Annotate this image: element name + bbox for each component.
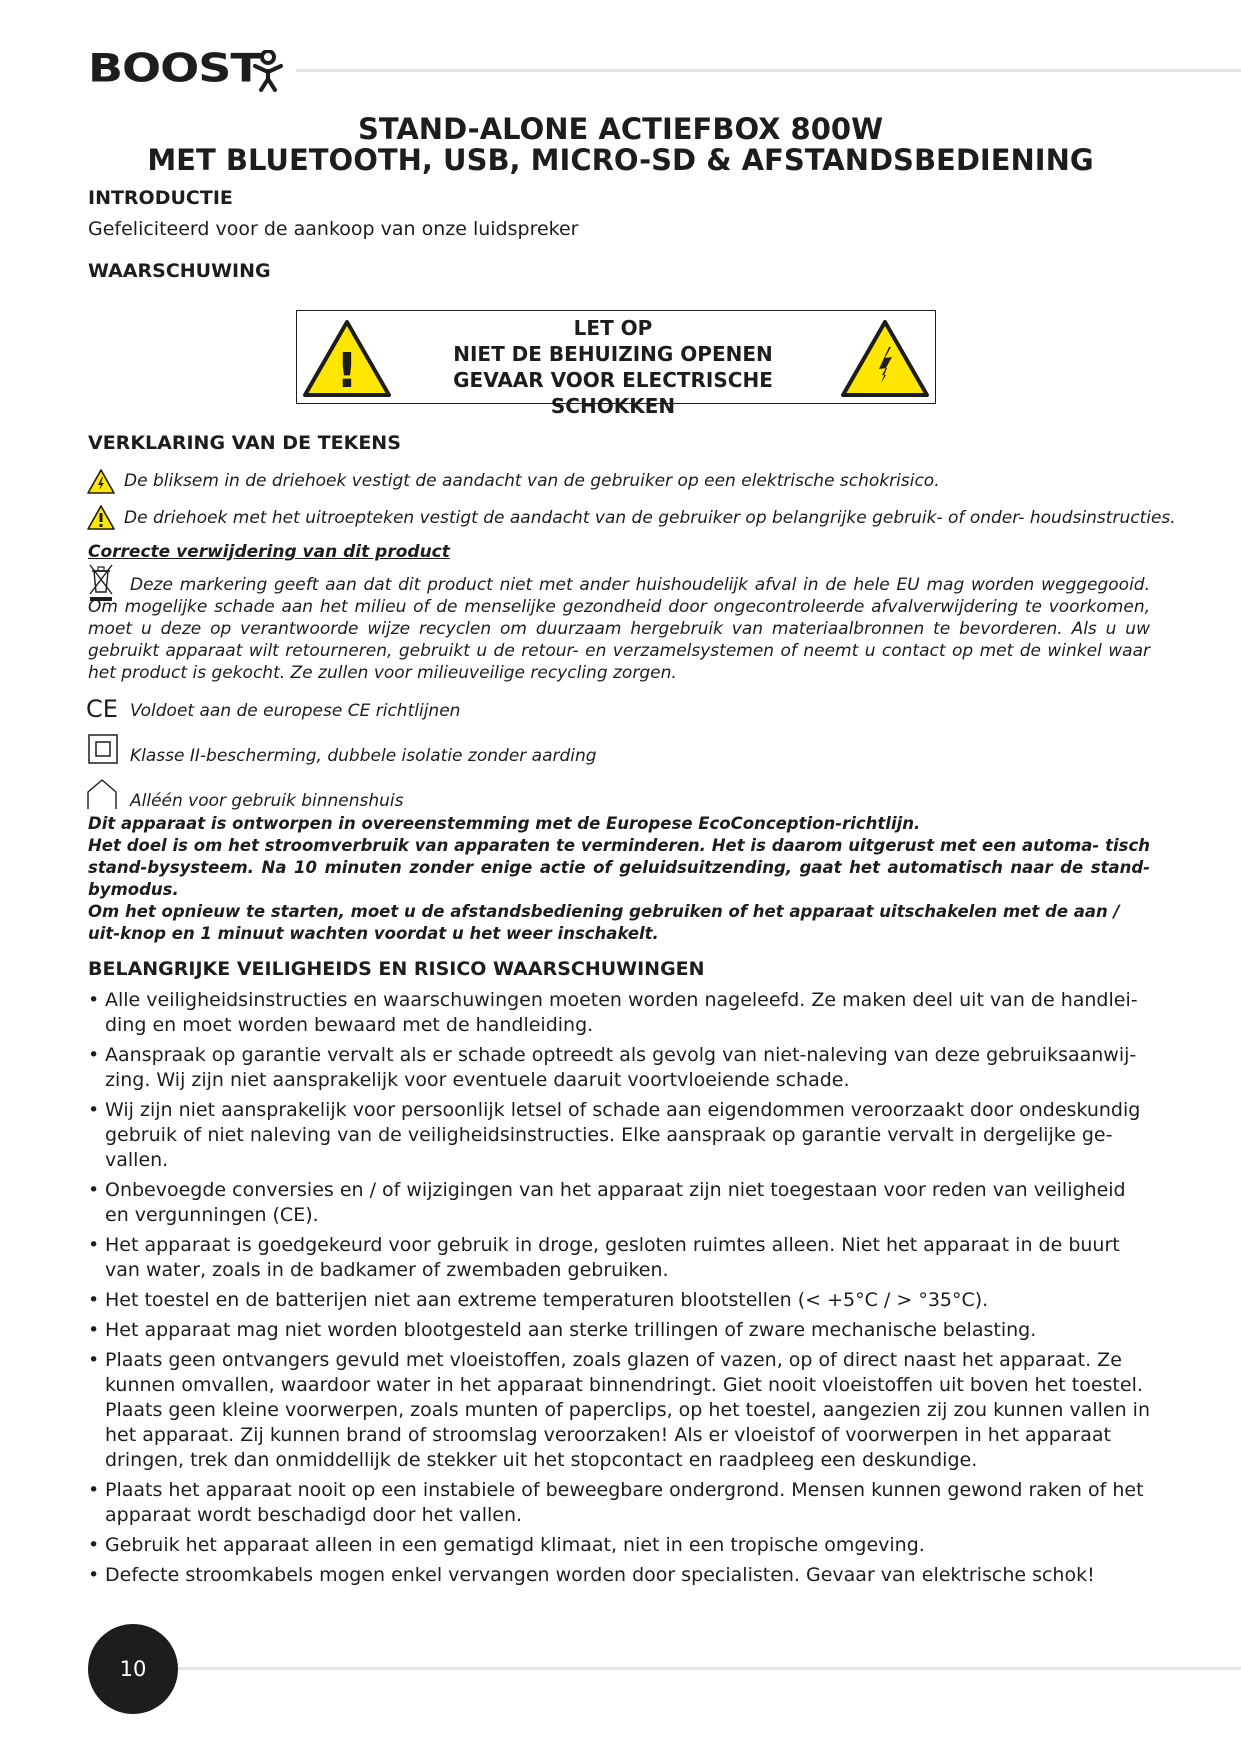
list-item-text: Wij zijn niet aansprakelijk voor persoonlijk letsel of schade aan eigendommen veroorzaakt door ondeskundig gebruik of niet naleving van de veiligheidsinstructies. Elke aanspraak op garantie vervalt in dergelijke ge- vallen.	[105, 1099, 1141, 1171]
safety-heading: BELANGRIJKE VEILIGHEIDS EN RISICO WAARSCHUWINGEN	[88, 958, 705, 980]
brand-logo-text: BOOST	[88, 44, 261, 91]
warning-box-text	[393, 315, 833, 419]
eco-intro: Dit apparaat is ontworpen in overeenstemming met de Europese EcoConception-richtlijn.	[88, 814, 921, 833]
warning-box-line-3: GEVAAR VOOR ELECTRISCHE SCHOKKEN	[453, 368, 773, 418]
ce-mark-icon: CE	[86, 695, 118, 723]
title-line-1: STAND-ALONE ACTIEFBOX 800W	[357, 112, 884, 146]
eco-restart-text: Om het opnieuw te starten, moet u de afstandsbediening gebruiken of het apparaat uitschakelen met de aan / uit-knop en 1 minuut wachten voordat u het weer inschakelt.	[88, 902, 1120, 943]
safety-list	[88, 988, 1150, 1593]
exclamation-glyph: !	[336, 343, 358, 399]
bullet-marker: •	[88, 1289, 100, 1311]
list-item-text: Plaats het apparaat nooit op een instabiele of beweegbare ondergrond. Mensen kunnen gewond raken of het apparaat wordt beschadigd door het vallen.	[105, 1479, 1144, 1526]
bullet-marker: •	[88, 1044, 100, 1066]
list-item	[88, 1288, 1150, 1313]
list-item	[88, 1043, 1150, 1093]
warning-box	[296, 310, 936, 418]
list-item	[88, 988, 1150, 1038]
bullet-marker: •	[88, 1319, 100, 1341]
class-2-explanation: Klasse II-bescherming, dubbele isolatie zonder aarding	[130, 746, 597, 766]
list-item	[88, 1348, 1150, 1473]
warning-box-line-2: NIET DE BEHUIZING OPENEN	[453, 342, 773, 366]
exclamation-triangle-icon	[86, 504, 116, 531]
exclamation-explanation: De driehoek met het uitroepteken vestigt de aandacht van de gebruiker op belangrijke gebruik- of onder- houdsinstructies.	[124, 508, 1176, 528]
bullet-marker: •	[88, 1534, 100, 1556]
list-item-text: Het toestel en de batterijen niet aan extreme temperaturen blootstellen (< +5°C / > °35°C).	[105, 1289, 989, 1311]
logo-person-icon	[252, 50, 284, 92]
lightning-warning-icon	[839, 317, 931, 399]
warning-box-line-1: LET OP	[573, 316, 653, 340]
list-item-text: Defecte stroomkabels mogen enkel vervangen worden door specialisten. Gevaar van elektrische schok!	[105, 1564, 1095, 1586]
bullet-marker: •	[88, 1234, 100, 1256]
lightning-explanation: De bliksem in de driehoek vestigt de aandacht van de gebruiker op een elektrische schokrisico.	[124, 471, 940, 491]
header-divider	[296, 69, 1241, 72]
list-item	[88, 1533, 1150, 1558]
warning-heading: WAARSCHUWING	[88, 260, 271, 282]
list-item-text: Plaats geen ontvangers gevuld met vloeistoffen, zoals glazen of vazen, op of direct naast het apparaat. Ze kunnen omvallen, waardoor water in het apparaat binnendringt. Giet nooit vloeistoffen uit boven het toestel. Plaats geen kleine voorwerpen, zoals munten of paperclips, op het toestel, aangezien zij zou kunnen vallen in het apparaat. Zij kunnen brand of stroomslag veroorzaken! Als er vloeistof of voorwerpen in het apparaat dringen, trek dan onmiddellijk de stekker uit het stopcontact en raadpleeg een deskundige.	[105, 1349, 1150, 1471]
list-item-text: Onbevoegde conversies en / of wijzigingen van het apparaat zijn niet toegestaan voor reden van veiligheid en vergunningen (CE).	[105, 1179, 1126, 1226]
bullet-marker: •	[88, 1564, 100, 1586]
list-item-text: Aanspraak op garantie vervalt als er schade optreedt als gevolg van niet-naleving van deze gebruiksaanwij- zing. Wij zijn niet aansprakelijk voor eventuele daaruit voortvloeiende schade.	[105, 1044, 1137, 1091]
intro-heading: INTRODUCTIE	[88, 187, 233, 209]
lightning-triangle-icon	[86, 468, 116, 495]
brand-logo	[88, 44, 284, 94]
ce-explanation: Voldoet aan de europese CE richtlijnen	[130, 701, 461, 721]
exclamation-warning-icon	[301, 317, 393, 399]
footer-divider	[178, 1667, 1241, 1670]
bullet-marker: •	[88, 989, 100, 1011]
eco-standby-text: Het doel is om het stroomverbruik van apparaten te verminderen. Het is daarom uitgerust met een automa- tisch stand-bysysteem. Na 10 minuten zonder enige actie of geluidsuitzending, gaat het automatisch naar de stand-bymodus.	[88, 836, 1150, 899]
list-item	[88, 1478, 1150, 1528]
list-item	[88, 1233, 1150, 1283]
bullet-marker: •	[88, 1179, 100, 1201]
bullet-marker: •	[88, 1349, 100, 1371]
title-line-2: MET BLUETOOTH, USB, MICRO-SD & AFSTANDSBEDIENING	[147, 143, 1094, 177]
disposal-heading: Correcte verwijdering van dit product	[88, 542, 450, 562]
class-2-insulation-icon	[88, 734, 118, 764]
list-item-text: Het apparaat is goedgekeurd voor gebruik in droge, gesloten ruimtes alleen. Niet het apparaat in de buurt van water, zoals in de badkamer of zwembaden gebruiken.	[105, 1234, 1120, 1281]
bullet-marker: •	[88, 1479, 100, 1501]
list-item-text: Het apparaat mag niet worden blootgesteld aan sterke trillingen of zware mechanische belasting.	[105, 1319, 1037, 1341]
bullet-marker: •	[88, 1099, 100, 1121]
list-item	[88, 1098, 1150, 1173]
list-item-text: Alle veiligheidsinstructies en waarschuwingen moeten worden nageleefd. Ze maken deel uit van de handlei- ding en moet worden bewaard met de handleiding.	[105, 989, 1138, 1036]
indoor-explanation: Alléén voor gebruik binnenshuis	[130, 791, 404, 811]
page-number: 10	[88, 1624, 178, 1714]
list-item	[88, 1178, 1150, 1228]
list-item	[88, 1318, 1150, 1343]
list-item	[88, 1563, 1150, 1588]
list-item-text: Gebruik het apparaat alleen in een gematigd klimaat, niet in een tropische omgeving.	[105, 1534, 925, 1556]
indoor-house-icon	[86, 778, 118, 810]
disposal-text: Deze markering geeft aan dat dit product niet met ander huishoudelijk afval in de hele EU mag worden weggegooid. Om mogelijke schade aan het milieu of de menselijke gezondheid door ongecontroleerde afvalverwijdering te voorkomen, moet u deze op verantwoorde wijze recyclen om duurzaam hergebruik van materiaalbronnen te bevorderen. Als u uw gebruikt apparaat wilt retourneren, gebruikt u de retour- en verzamelsystemen of neemt u contact op met de winkel waar het product is gekocht. Ze zullen voor milieuveilige recycling zorgen.	[88, 575, 1150, 683]
symbols-heading: VERKLARING VAN DE TEKENS	[88, 432, 401, 454]
intro-text: Gefeliciteerd voor de aankoop van onze luidspreker	[88, 218, 579, 240]
page-title	[0, 114, 1241, 176]
